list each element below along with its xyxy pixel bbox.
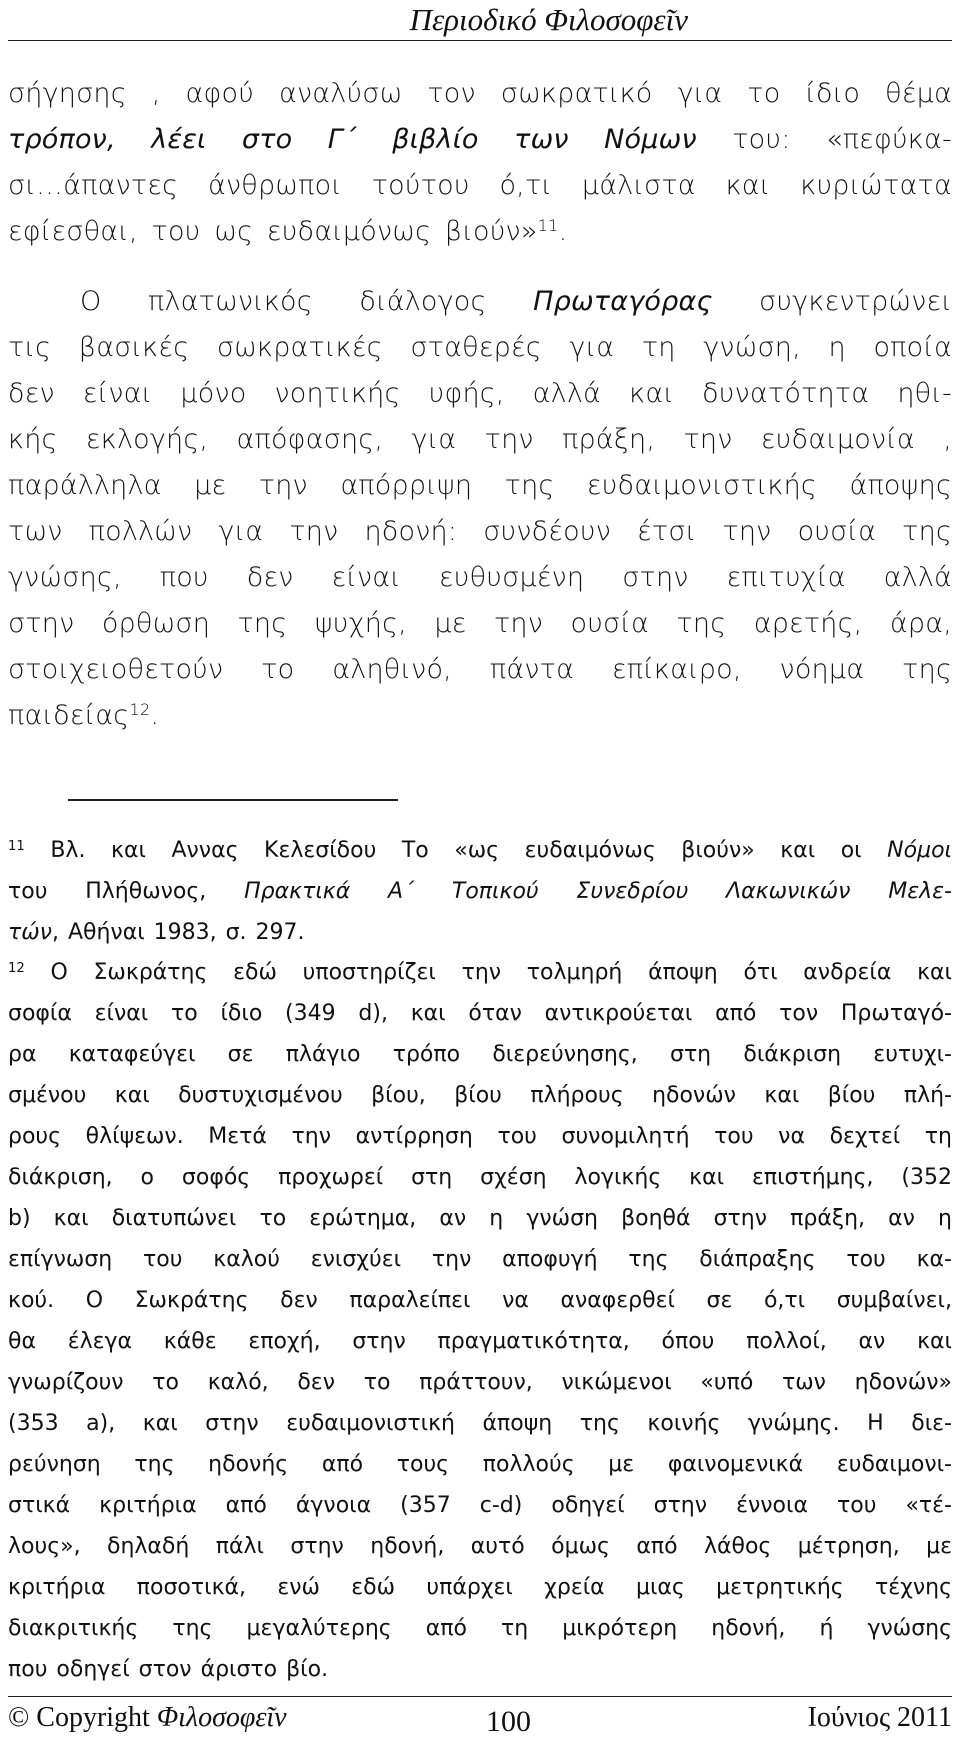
body-line: των πολλών για την ηδονή: συνδέουν έτσι την ουσία της (8, 516, 952, 547)
footnote-ref: 12 (129, 700, 151, 720)
footnote-line: διακριτικής της μεγαλύτερης από τη μικρότερη ηδονή, ή γνώσης (8, 1616, 952, 1641)
footer-divider (8, 1696, 952, 1697)
body-line: παράλληλα με την απόρριψη της ευδαιμονιστικής άποψης (8, 470, 952, 501)
header-divider (8, 40, 952, 41)
footnote-line: σοφία είναι το ίδιο (349 d), και όταν αντικρούεται από τον Πρωταγό- (8, 1001, 952, 1026)
footnote-line: κριτήρια ποσοτικά, ενώ εδώ υπάρχει χρεία μιας μετρητικής τέχνης (8, 1575, 952, 1600)
footnote-line: ρους θλίψεων. Μετά την αντίρρηση του συνομιλητή του να δεχτεί τη (8, 1124, 952, 1149)
footnote-line: $^{11}$ Βλ. και Αννας Κελεσίδου Το «ως ευδαιμόνως βιούν» και οι Νόμοι (8, 838, 952, 863)
footnote-number: 11 (8, 838, 25, 854)
footnote-line: σμένου και δυστυχισμένου βίου, βίου πλήρους ηδονών και βίου πλή- (8, 1083, 952, 1108)
body-line: εφίεσθαι, του ως ευδαιμόνως βιούν»$^{11}$. (8, 216, 568, 247)
footnote-line: του Πλήθωνος, Πρακτικά Α΄ Τοπικού Συνεδρίου Λακωνικών Μελε- (8, 879, 952, 904)
footnote-line: $^{12}$ Ο Σωκράτης εδώ υποστηρίζει την τολμηρή άποψη ότι ανδρεία και (8, 960, 952, 985)
body-line: σι…άπαντες άνθρωποι τούτου ό,τι μάλιστα και κυριώτατα (8, 170, 952, 201)
footnote-line: κού. Ο Σωκράτης δεν παραλείπει να αναφερθεί σε ό,τι συμβαίνει, (8, 1288, 952, 1313)
body-line: γνώσης, που δεν είναι ευθυσμένη στην επιτυχία αλλά (8, 562, 952, 593)
body-line: τρόπον, λέει στο Γ΄ βιβλίο των Νόμων του: «πεφύκα- (8, 124, 952, 155)
page-number: 100 (486, 1705, 531, 1738)
body-line: τις βασικές σωκρατικές σταθερές για τη γνώση, η οποία (8, 332, 952, 363)
footer-date: Ιούνιος 2011 (807, 1702, 952, 1733)
body-line: κής εκλογής, απόφασης, για την πράξη, την ευδαιμονία , (8, 424, 952, 455)
body-line: παιδείας$^{12}$. (8, 700, 160, 731)
body-line: δεν είναι μόνο νοητικής υφής, αλλά και δυνατότητα ηθι- (8, 378, 952, 409)
footnote-ref: 11 (537, 216, 559, 236)
footnote-line: ρα καταφεύγει σε πλάγιο τρόπο διερεύνησης, στη διάκριση ευτυχι- (8, 1042, 952, 1067)
body-line: Ο πλατωνικός διάλογος Πρωταγόρας συγκεντρώνει (80, 286, 952, 317)
footnote-line: θα έλεγα κάθε εποχή, στην πραγματικότητα, όπου πολλοί, αν και (8, 1329, 952, 1354)
body-line: στοιχειοθετούν το αληθινό, πάντα επίκαιρο, νόημα της (8, 654, 952, 685)
footnote-line: b) και διατυπώνει το ερώτημα, αν η γνώση βοηθά στην πράξη, αν η (8, 1206, 952, 1231)
footnote-line: διάκριση, ο σοφός προχωρεί στη σχέση λογικής και επιστήμης, (352 (8, 1165, 952, 1190)
footnote-separator (68, 799, 398, 801)
body-line: σήγησης , αφού αναλύσω τον σωκρατικό για το ίδιο θέμα (8, 78, 952, 109)
footnote-line: (353 a), και στην ευδαιμονιστική άποψη της κοινής γνώμης. Η διε- (8, 1411, 952, 1436)
footnote-line: τών, Αθήναι 1983, σ. 297. (8, 920, 305, 945)
body-line: στην όρθωση της ψυχής, με την ουσία της αρετής, άρα, (8, 608, 952, 639)
footnote-line: στικά κριτήρια από άγνοια (357 c-d) οδηγεί στην έννοια του «τέ- (8, 1493, 952, 1518)
footnote-number: 12 (8, 960, 25, 976)
footer-copyright: © Copyright Φιλοσοφεῖν (8, 1702, 287, 1733)
footnote-line: επίγνωση του καλού ενισχύει την αποφυγή της διάπραξης του κα- (8, 1247, 952, 1272)
footnote-line: λους», δηλαδή πάλι στην ηδονή, αυτό όμως από λάθος μέτρηση, με (8, 1534, 952, 1559)
journal-header-title: Περιοδικό Φιλοσοφεῖν (409, 2, 688, 37)
footnote-line: που οδηγεί στον άριστο βίο. (8, 1657, 329, 1682)
footnote-line: γνωρίζουν το καλό, δεν το πράττουν, νικώμενοι «υπό των ηδονών» (8, 1370, 952, 1395)
italic-title: Πρωταγόρας (533, 286, 713, 317)
footnote-line: ρεύνηση της ηδονής από τους πολλούς με φαινομενικά ευδαιμονι- (8, 1452, 952, 1477)
italic-title: Νόμων (604, 124, 697, 155)
